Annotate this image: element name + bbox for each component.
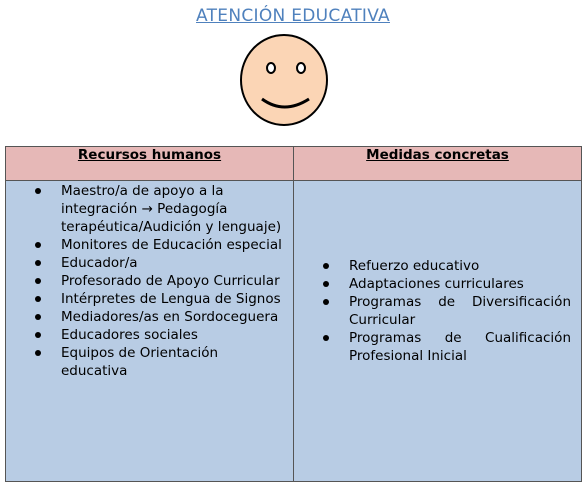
list-item: Educadores sociales [6,326,293,344]
header-recursos-humanos: Recursos humanos [6,147,294,181]
list-item: Programas de Diversificación Curricular [294,293,581,329]
smiley-face-icon [239,33,329,127]
medidas-concretas-list [294,181,581,365]
recursos-humanos-cell [6,181,294,482]
recursos-humanos-list [6,181,293,380]
list-item: Adaptaciones curriculares [294,275,581,293]
header-medidas-concretas: Medidas concretas [294,147,582,181]
list-item: Educador/a [6,254,293,272]
page-title: ATENCIÓN EDUCATIVA [196,6,390,26]
list-item: Mediadores/as en Sordoceguera [6,308,293,326]
medidas-concretas-cell [294,181,582,482]
resources-table [5,146,582,482]
list-item: Maestro/a de apoyo a la integración → Pedagogía terapéutica/Audición y lenguaje) [6,182,293,236]
list-item: Profesorado de Apoyo Curricular [6,272,293,290]
list-item: Programas de Cualificación Profesional Inicial [294,329,581,365]
list-item: Intérpretes de Lengua de Signos [6,290,293,308]
list-item: Refuerzo educativo [294,257,581,275]
list-item: Equipos de Orientación educativa [6,344,293,380]
list-item: Monitores de Educación especial [6,236,293,254]
